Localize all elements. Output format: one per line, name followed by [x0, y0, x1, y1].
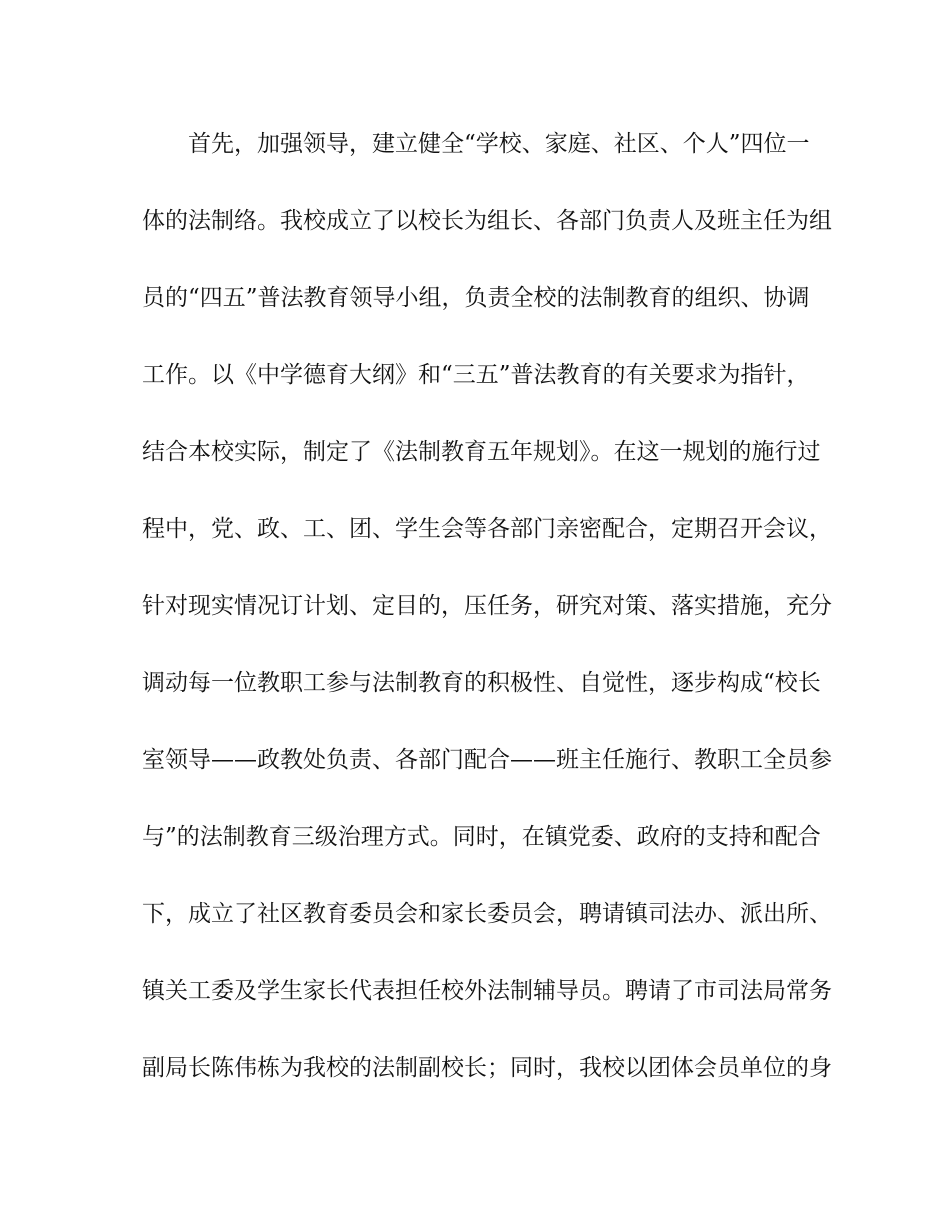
paragraph-line: 室领导——政教处负责、各部门配合——班主任施行、教职工全员参 [142, 747, 832, 773]
paragraph-line: 与”的法制教育三级治理方式。同时，在镇党委、政府的支持和配合 [142, 824, 821, 850]
paragraph-line: 体的法制络。我校成立了以校长为组长、各部门负责人及班主任为组 [142, 208, 832, 234]
paragraph-line: 程中，党、政、工、团、学生会等各部门亲密配合，定期召开会议， [142, 516, 832, 542]
paragraph-line: 调动每一位教职工参与法制教育的积极性、自觉性，逐步构成“校长 [142, 670, 821, 696]
body-paragraph [142, 124, 832, 1125]
paragraph-line: 下，成立了社区教育委员会和家长委员会，聘请镇司法办、派出所、 [142, 901, 832, 927]
paragraph-line: 副局长陈伟栋为我校的法制副校长；同时，我校以团体会员单位的身 [142, 1055, 832, 1081]
paragraph-line: 工作。以《中学德育大纲》和“三五”普法教育的有关要求为指针， [142, 362, 810, 388]
paragraph-line: 结合本校实际，制定了《法制教育五年规划》。在这一规划的施行过 [142, 439, 821, 465]
paragraph-line: 镇关工委及学生家长代表担任校外法制辅导员。聘请了市司法局常务 [142, 978, 832, 1004]
paragraph-line: 首先，加强领导，建立健全“学校、家庭、社区、个人”四位一 [188, 131, 810, 157]
paragraph-line: 针对现实情况订计划、定目的，压任务，研究对策、落实措施，充分 [142, 593, 832, 619]
paragraph-line: 员的“四五”普法教育领导小组，负责全校的法制教育的组织、协调 [142, 285, 810, 311]
